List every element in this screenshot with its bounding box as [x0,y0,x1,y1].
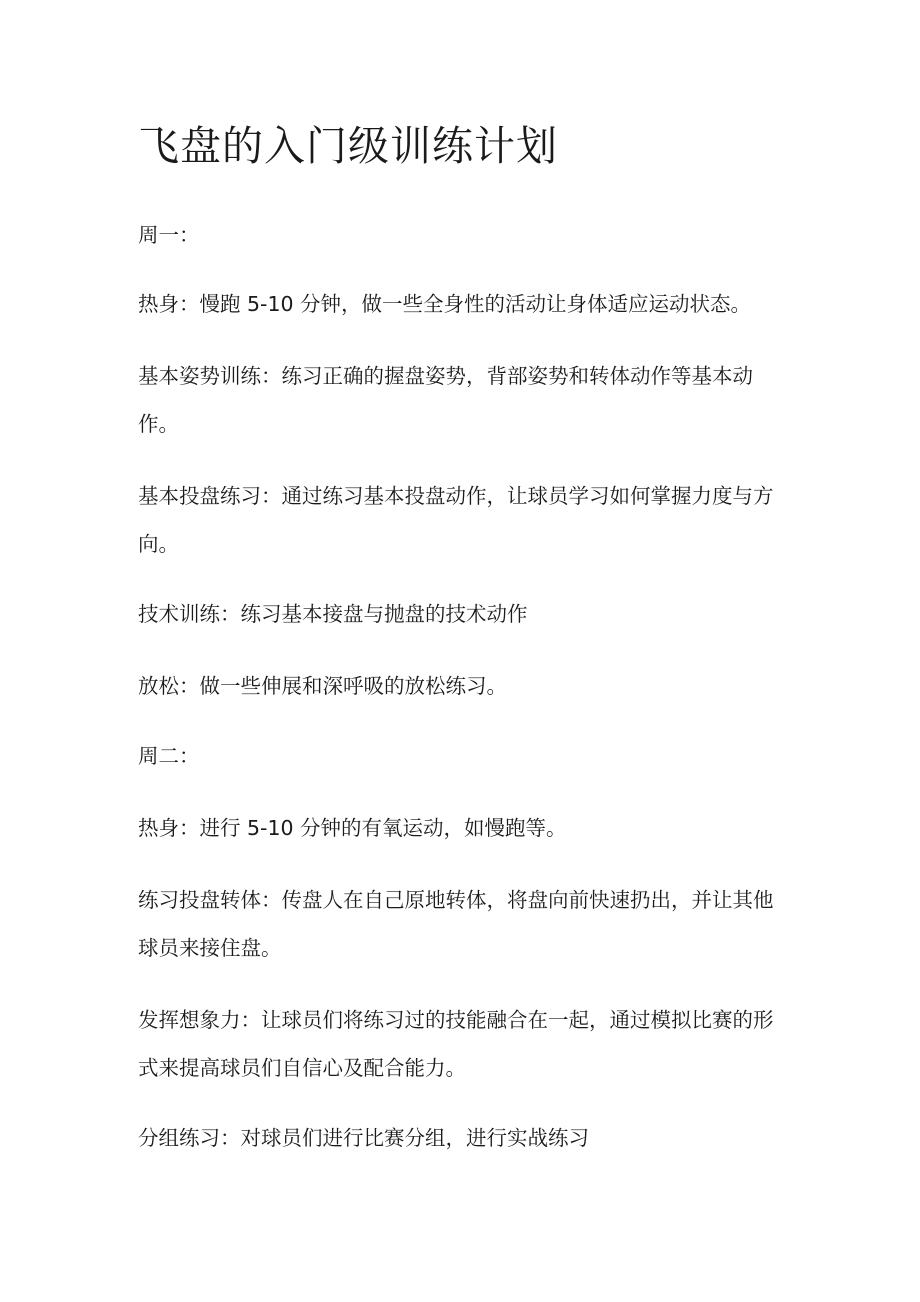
paragraph-cooldown: 放松：做一些伸展和深呼吸的放松练习。 [138,674,507,698]
section-heading-monday: 周一： [138,223,200,247]
paragraph-warmup-monday: 热身：慢跑 5-10 分钟，做一些全身性的活动让身体适应运动状态。 [138,292,752,316]
page-title: 飞盘的入门级训练计划 [138,122,558,170]
paragraph-group-practice: 分组练习：对球员们进行比赛分组，进行实战练习 [138,1126,589,1150]
paragraph-technique-training: 技术训练：练习基本接盘与抛盘的技术动作 [138,602,528,626]
paragraph-throw-rotation: 练习投盘转体：传盘人在自己原地转体，将盘向前快速扔出，并让其他球员来接住盘。 [138,888,774,960]
paragraph-basic-throwing: 基本投盘练习：通过练习基本投盘动作，让球员学习如何掌握力度与方向。 [138,484,774,556]
paragraph-basic-posture: 基本姿势训练：练习正确的握盘姿势，背部姿势和转体动作等基本动作。 [138,364,753,436]
paragraph-imagination: 发挥想象力：让球员们将练习过的技能融合在一起，通过模拟比赛的形式来提高球员们自信心及配合能力。 [138,1008,774,1080]
section-heading-tuesday: 周二： [138,744,200,768]
paragraph-warmup-tuesday: 热身：进行 5-10 分钟的有氧运动，如慢跑等。 [138,816,567,840]
